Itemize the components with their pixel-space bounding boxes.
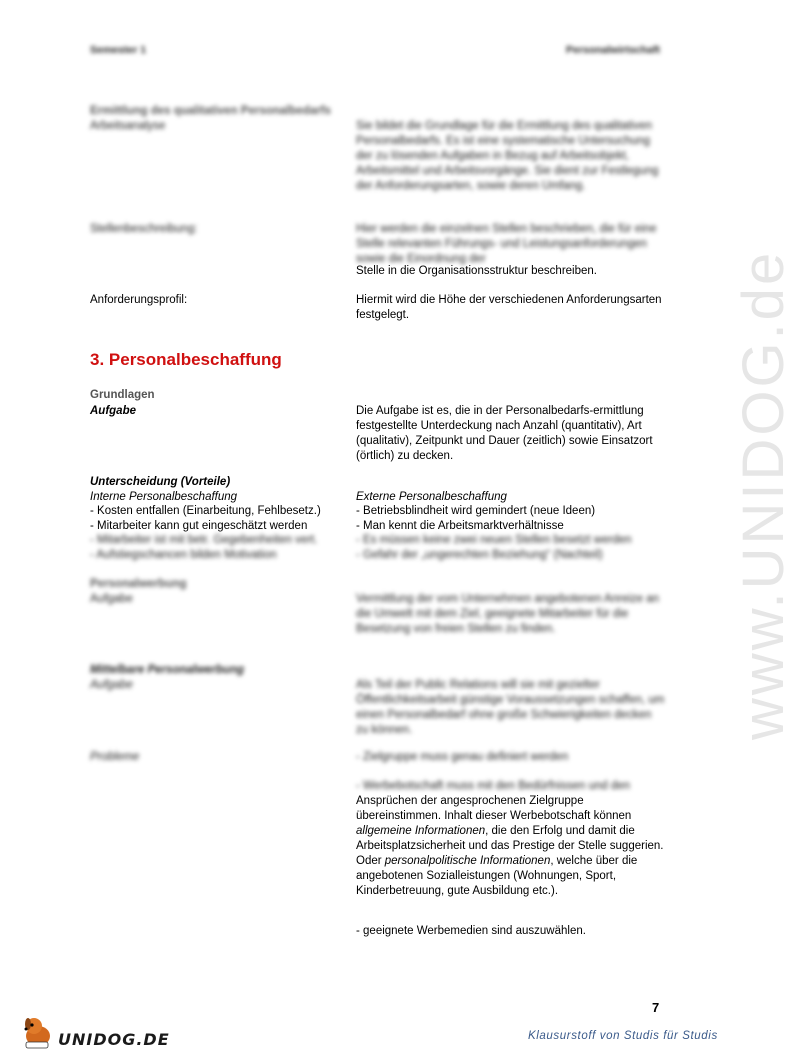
watermark: www.UNIDOG.de xyxy=(731,249,796,740)
text-probleme-2-blurred: - Werbebotschaft muss mit den Bedürfnissen und den xyxy=(356,780,631,792)
footer-slogan: Klausurstoff von Studis für Studis xyxy=(528,1030,718,1042)
list-item: - Mitarbeiter ist mit betr. Gegebenheiten vert. xyxy=(90,534,318,546)
label-probleme: Probleme xyxy=(90,751,140,763)
title-externe-beschaffung: Externe Personalbeschaffung xyxy=(356,491,507,503)
subheading-grundlagen: Grundlagen xyxy=(90,389,155,401)
unidog-logo xyxy=(20,1014,170,1050)
label-mb-aufgabe: Aufgabe xyxy=(90,679,133,691)
list-item: - Aufstiegschancen bilden Motivation xyxy=(90,549,277,561)
logo-text: UNIDOG.DE xyxy=(58,1030,170,1049)
heading-personalbeschaffung: 3. Personalbeschaffung xyxy=(90,350,282,369)
list-item: - Man kennt die Arbeitsmarktverhältnisse xyxy=(356,520,564,532)
subheading-unterscheidung: Unterscheidung (Vorteile) xyxy=(90,476,231,488)
probleme-oder: Oder xyxy=(356,855,385,867)
text-probleme-1: - Zielgruppe muss genau definiert werden xyxy=(356,751,569,763)
list-item: - Kosten entfallen (Einarbeitung, Fehlbesetz.) xyxy=(90,505,321,517)
probleme-italic-2: personalpolitische Informationen xyxy=(384,855,551,867)
text-anforderungsprofil: Hiermit wird die Höhe der verschiedenen Anforderungsarten festgelegt. xyxy=(356,294,662,321)
list-item: - Mitarbeiter kann gut eingeschätzt werden xyxy=(90,520,308,532)
text-stellenbeschreibung-blurred: Hier werden die einzelnen Stellen beschrieben, die für eine Stelle relevanten Führungs- und Leistungsanforderungen sowie die Einordnung der xyxy=(356,223,657,265)
label-aufgabe: Aufgabe xyxy=(90,405,136,417)
probleme-rest-2: , welche über die angebotenen Sozialleistungen (Wohnungen, Sport, Kinderbetreuung, gute Ausbildung etc.). xyxy=(356,855,638,897)
text-probleme-3: - geeignete Werbemedien sind auszuwählen. xyxy=(356,925,586,937)
label-stellenbeschreibung: Stellenbeschreibung: xyxy=(90,223,198,235)
text-probleme-2 xyxy=(356,794,666,899)
probleme-rest-1: , die den Erfolg und damit die Arbeitsplatzsicherheit und das Prestige der Stelle suggerien. xyxy=(356,825,664,852)
label-arbeitsanalyse: Arbeitsanalyse xyxy=(90,120,166,132)
subheading-mittelbare: Mittelbare Personalwerbung xyxy=(90,664,245,676)
label-anforderungsprofil: Anforderungsprofil: xyxy=(90,294,188,306)
section-title-qualitative: Ermittlung des qualitativen Personalbedarfs xyxy=(90,105,331,117)
title-interne-beschaffung: Interne Personalbeschaffung xyxy=(90,491,238,503)
list-item: - Es müssen keine zwei neuen Stellen besetzt werden xyxy=(356,534,632,546)
header-right: Personalwirtschaft xyxy=(566,44,660,56)
subheading-personalwerbung: Personalwerbung xyxy=(90,578,187,590)
probleme-text: Ansprüchen der angesprochenen Zielgruppe übereinstimmen. Inhalt dieser Werbebotschaft können xyxy=(356,795,632,822)
text-stellenbeschreibung: Stelle in die Organisationsstruktur beschreiben. xyxy=(356,265,597,277)
list-item: - Gefahr der „ungerechten Beziehung“ (Nachteil) xyxy=(356,549,603,561)
list-item: - Betriebsblindheit wird gemindert (neue Ideen) xyxy=(356,505,596,517)
text-arbeitsanalyse: Sie bildet die Grundlage für die Ermittlung des qualitativen Personalbedarfs. Es ist eine systematische Untersuchung der zu lösenden Aufgaben in Bezug auf Arbeitsobjekt, Arbeitsmittel und Arbeitsvorgänge. Sie dient zur Festlegung der Anforderungsarten, sowie deren Umfang. xyxy=(356,120,659,192)
page-number: 7 xyxy=(652,1000,660,1015)
label-pw-aufgabe: Aufgabe xyxy=(90,593,133,605)
probleme-italic-1: allgemeine Informationen xyxy=(356,825,486,837)
text-mb-aufgabe: Als Teil der Public Relations will sie mit gezielter Öffentlichkeitsarbeit günstige Voraussetzungen schaffen, um einen Personalbedarf ohne große Schwierigkeiten decken zu können. xyxy=(356,679,665,736)
text-pw-aufgabe: Vermittlung der vom Unternehmen angebotenen Anreize an die Umwelt mit dem Ziel, geeignete Mitarbeiter für die Besetzung von freien Stellen zu finden. xyxy=(356,593,660,635)
dog-icon xyxy=(20,1014,60,1050)
text-aufgabe: Die Aufgabe ist es, die in der Personalbedarfs-ermittlung festgestellte Unterdeckung nach Anzahl (quantitativ), Art (qualitativ), Zeitpunkt und Dauer (zeitlich) sowie Einsatzort (örtlich) zu decken. xyxy=(356,405,653,462)
header-left: Semester 1 xyxy=(90,44,147,56)
